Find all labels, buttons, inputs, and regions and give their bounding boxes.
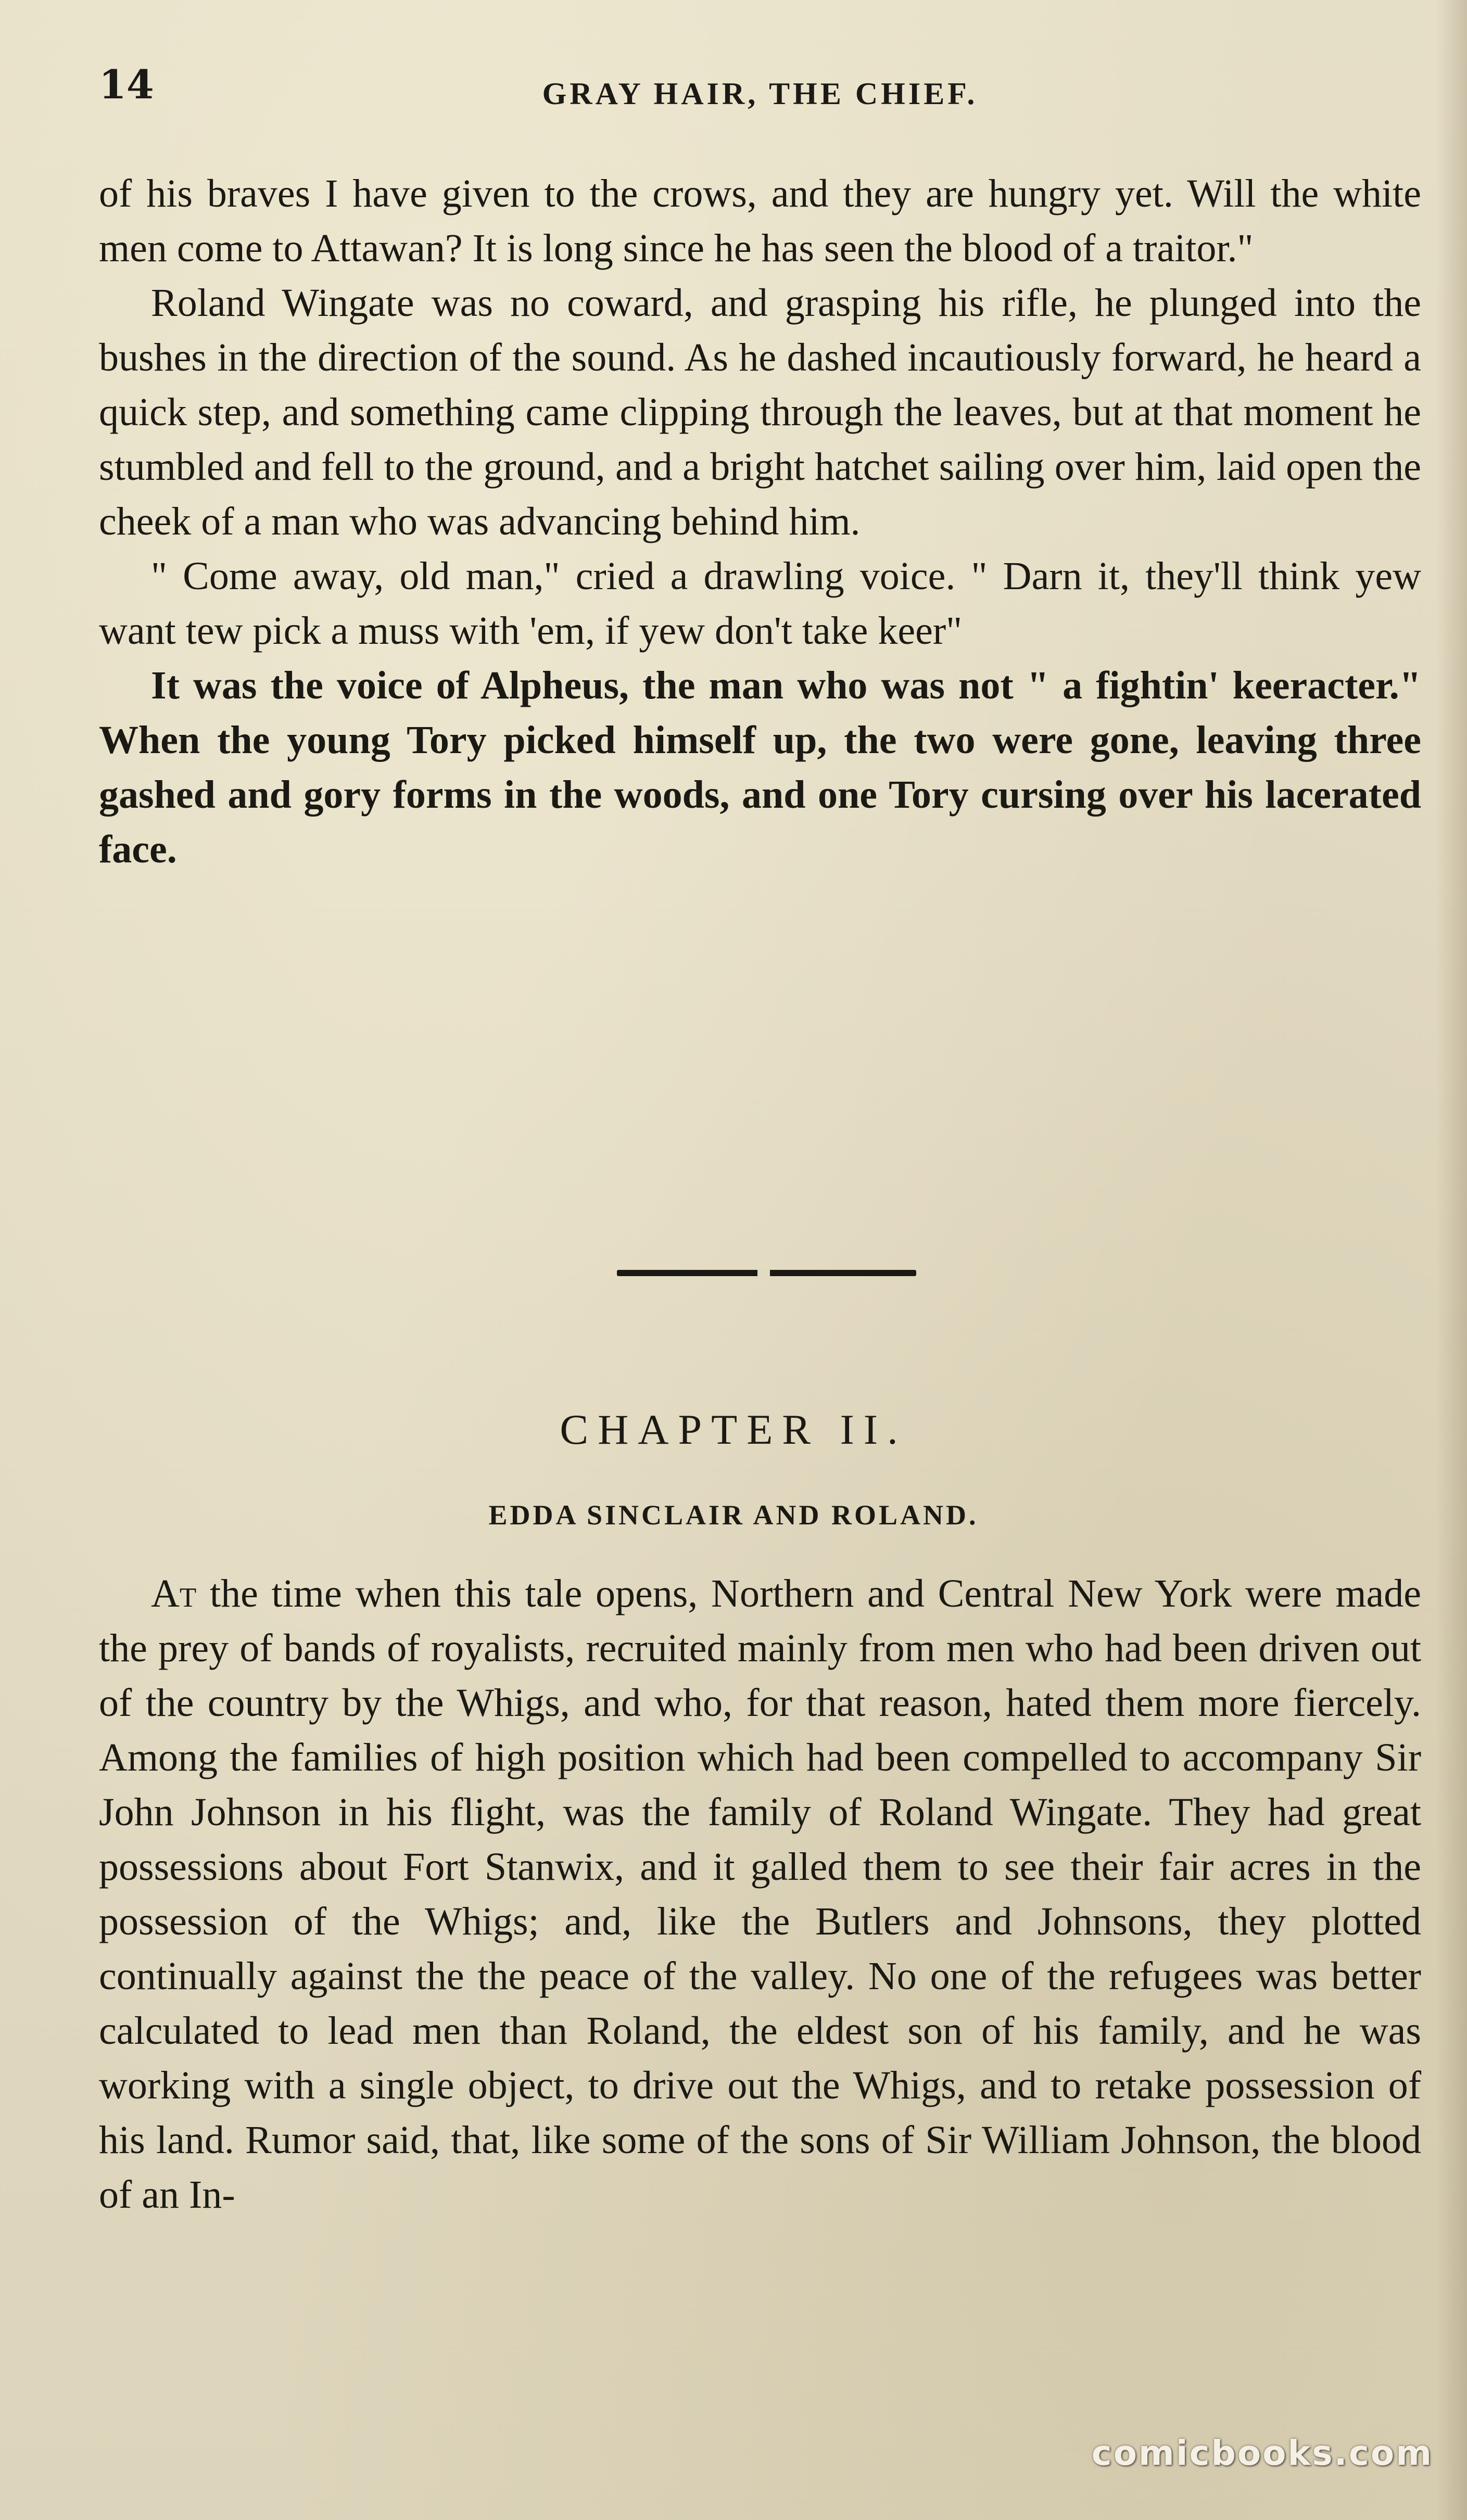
page-edge-shadow xyxy=(1436,0,1467,2520)
chapter-subtitle: EDDA SINCLAIR AND ROLAND. xyxy=(488,1499,979,1531)
text-block-continued xyxy=(99,167,1421,877)
paragraph-roland-wingate: Roland Wingate was no coward, and grasping his rifle, he plunged into the bushes in the direction of the sound. As he dashed incautiously forward, he heard a quick step, and something came clipping through the leaves, but at that moment he stumbled and fell to the ground, and a bright hatchet sailing over him, laid open the cheek of a man who was advancing behind him. xyxy=(99,281,1421,543)
page-number: 14 xyxy=(99,61,154,108)
chapter-title: CHAPTER II. xyxy=(560,1406,907,1453)
watermark-logo: comicbooks.com xyxy=(1091,2433,1433,2473)
paragraph-continued: of his braves I have given to the crows, and they are hungry yet. Will the white men come to Attawan? It is long since he has seen the blood of a traitor." xyxy=(99,172,1421,270)
text-block-chapter-two xyxy=(99,1567,1421,2222)
opening-word: At xyxy=(151,1572,197,1615)
page-header xyxy=(99,61,1421,119)
paragraph-come-away: " Come away, old man," cried a drawling voice. " Darn it, they'll think yew want tew pick a muss with 'em, if yew don't take keer" xyxy=(99,554,1421,653)
section-divider-rule xyxy=(617,1270,916,1276)
paragraph-chapter-opening xyxy=(99,1567,1421,2222)
running-head: GRAY HAIR, THE CHIEF. xyxy=(542,77,978,111)
opening-paragraph-text: the time when this tale opens, Northern and Central New York were made the prey of bands of royalists, recruited mainly from men who had been driven out of the country by the Whigs, and who, for that reason, hated them more fiercely. Among the families of high position which had been compelled to accompany Sir John Johnson in his flight, was the family of Roland Wingate. They had great possessions about Fort Stanwix, and it galled them to see their fair acres in the possession of the Whigs; and, like the Butlers and Johnsons, they plotted continually against the the peace of the valley. No one of the refugees was better calculated to lead men than Roland, the eldest son of his family, and he was working with a single object, to drive out the Whigs, and to retake possession of his land. Rumor said, that, like some of the sons of Sir William Johnson, the blood of an In- xyxy=(99,1572,1421,2217)
paragraph-alpheus: It was the voice of Alpheus, the man who was not " a fightin' keeracter." When the young Tory picked himself up, the two were gone, leaving three gashed and gory forms in the woods, and one Tory cursing over his lacerated face. xyxy=(99,664,1421,871)
